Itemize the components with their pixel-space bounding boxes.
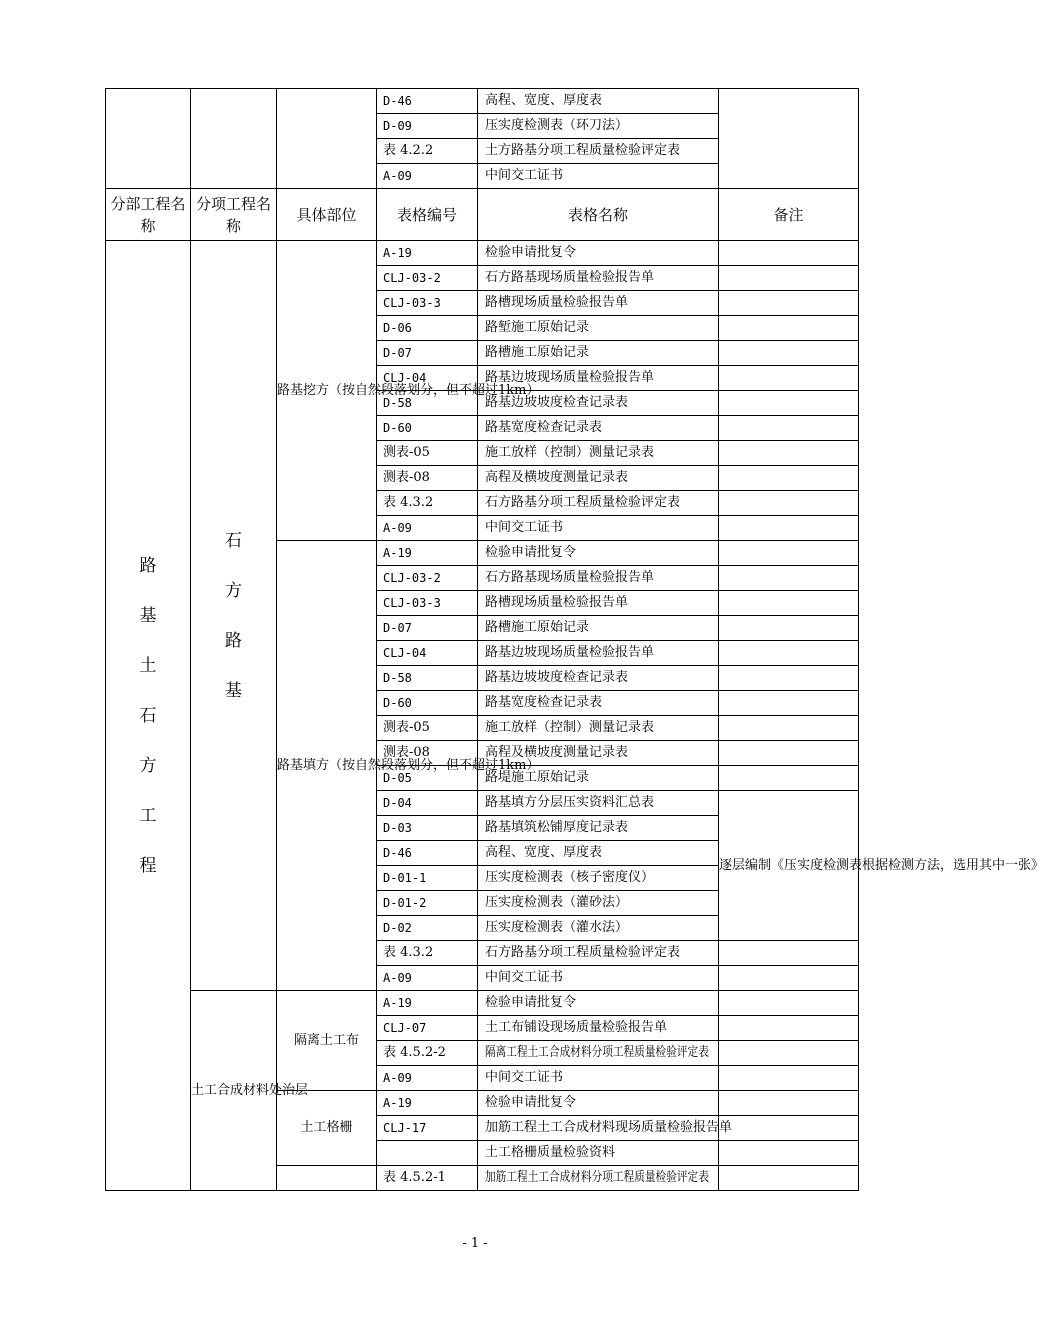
- remark-empty: [719, 691, 859, 716]
- form-name-text: 加筋工程土工合成材料分项工程质量检验评定表: [485, 1170, 709, 1185]
- form-name: 施工放样（控制）测量记录表: [478, 716, 719, 741]
- form-code: D-09: [377, 114, 478, 139]
- remark-empty: [719, 416, 859, 441]
- form-code: A-19: [377, 991, 478, 1016]
- remark-empty: [719, 1041, 859, 1066]
- table-row: [106, 241, 859, 266]
- form-name: 路基填筑松铺厚度记录表: [478, 816, 719, 841]
- form-name: 路基边坡坡度检查记录表: [478, 391, 719, 416]
- form-name: 高程、宽度、厚度表: [478, 89, 719, 114]
- table-body: [106, 89, 1044, 1191]
- form-code: D-07: [377, 341, 478, 366]
- form-code: D-46: [377, 89, 478, 114]
- form-name: 高程及横坡度测量记录表: [478, 741, 719, 766]
- form-code: D-03: [377, 816, 478, 841]
- form-name: [478, 1041, 719, 1066]
- remark-empty: [719, 491, 859, 516]
- form-name: 中间交工证书: [478, 516, 719, 541]
- remark-empty: [719, 516, 859, 541]
- subitem-name-char: 路: [225, 630, 242, 651]
- form-name: 检验申请批复令: [478, 991, 719, 1016]
- table-row: [106, 89, 859, 114]
- form-code: CLJ-17: [377, 1116, 478, 1141]
- subitem-name-char: 石: [225, 530, 242, 551]
- remark-empty: [719, 591, 859, 616]
- form-code: D-01-2: [377, 891, 478, 916]
- division-name: [106, 241, 191, 1191]
- form-name: 压实度检测表（环刀法）: [478, 114, 719, 139]
- form-code: 测表-05: [377, 716, 478, 741]
- form-name: 石方路基分项工程质量检验评定表: [478, 491, 719, 516]
- remark-empty: [719, 966, 859, 991]
- form-code: A-09: [377, 516, 478, 541]
- division-name-char: 石: [139, 705, 157, 726]
- division-name-char: 土: [139, 655, 157, 676]
- remark-cont: [719, 89, 859, 189]
- remark-empty: [719, 341, 859, 366]
- form-name: 压实度检测表（核子密度仪）: [478, 866, 719, 891]
- form-code: CLJ-07: [377, 1016, 478, 1041]
- division-cont: [106, 89, 191, 189]
- part-geogrid-cont: [277, 1166, 377, 1191]
- form-name: 高程、宽度、厚度表: [478, 841, 719, 866]
- form-name: 土工布铺设现场质量检验报告单: [478, 1016, 719, 1041]
- header-col1: 分部工程名称: [106, 189, 191, 241]
- remark-empty: [719, 441, 859, 466]
- subitem-name-char: 方: [225, 580, 242, 601]
- remark-empty: [719, 941, 859, 966]
- remark-empty: [719, 391, 859, 416]
- form-code: 表 4.5.2-2: [377, 1041, 478, 1066]
- remark-empty: [719, 1091, 859, 1116]
- form-name: 中间交工证书: [478, 1066, 719, 1091]
- division-name-char: 工: [139, 805, 157, 826]
- form-code: 表 4.5.2-1: [377, 1166, 478, 1191]
- form-code: A-09: [377, 1066, 478, 1091]
- form-code: 测表-05: [377, 441, 478, 466]
- remark-empty: [719, 291, 859, 316]
- division-name-char: 基: [139, 605, 157, 626]
- remark-empty: [719, 541, 859, 566]
- header-row: [106, 189, 859, 241]
- form-name: 石方路基分项工程质量检验评定表: [478, 941, 719, 966]
- remark-empty: [719, 716, 859, 741]
- remark-empty: [719, 766, 859, 791]
- form-name: 路基填方分层压实资料汇总表: [478, 791, 719, 816]
- division-name-char: 路: [139, 555, 157, 576]
- header-col2: 分项工程名 称: [191, 189, 277, 241]
- form-code: D-46: [377, 841, 478, 866]
- form-name: 路槽现场质量检验报告单: [478, 291, 719, 316]
- remark-empty: [719, 241, 859, 266]
- header-col6: 备注: [719, 189, 859, 241]
- form-code: CLJ-03-3: [377, 591, 478, 616]
- subitem-cont: [191, 89, 277, 189]
- form-name: 检验申请批复令: [478, 241, 719, 266]
- inspection-form-table: [105, 88, 1044, 1191]
- form-name: 路基边坡坡度检查记录表: [478, 666, 719, 691]
- form-code: 表 4.3.2: [377, 941, 478, 966]
- form-code: CLJ-04: [377, 366, 478, 391]
- division-name-char: 程: [139, 855, 157, 876]
- remark-empty: [719, 641, 859, 666]
- form-name: 土方路基分项工程质量检验评定表: [478, 139, 719, 164]
- part-fill: 路基填方（按自然段落划分，但不超过1km）: [277, 541, 377, 991]
- form-name-text: 隔离工程土工合成材料分项工程质量检验评定表: [485, 1045, 709, 1060]
- form-name: 路槽施工原始记录: [478, 341, 719, 366]
- form-code: D-06: [377, 316, 478, 341]
- header-col4: 表格编号: [377, 189, 478, 241]
- remark-empty: [719, 1066, 859, 1091]
- form-name: 压实度检测表（灌水法）: [478, 916, 719, 941]
- form-name: 检验申请批复令: [478, 1091, 719, 1116]
- remark-empty: [719, 991, 859, 1016]
- remark-empty: [719, 741, 859, 766]
- form-code: A-19: [377, 541, 478, 566]
- form-name: 检验申请批复令: [478, 541, 719, 566]
- form-name: 路槽现场质量检验报告单: [478, 591, 719, 616]
- form-code: D-58: [377, 391, 478, 416]
- form-code: D-58: [377, 666, 478, 691]
- form-name: 路堑施工原始记录: [478, 316, 719, 341]
- form-name: 石方路基现场质量检验报告单: [478, 266, 719, 291]
- form-name: 加筋工程土工合成材料现场质量检验报告单: [478, 1116, 719, 1141]
- remark-empty: [719, 266, 859, 291]
- remark-empty: [719, 616, 859, 641]
- form-name: 压实度检测表（灌砂法）: [478, 891, 719, 916]
- form-code: 表 4.3.2: [377, 491, 478, 516]
- remark-empty: [719, 366, 859, 391]
- subitem-geosynthetic: 土工合成材料处治层: [191, 991, 277, 1191]
- part-cont: [277, 89, 377, 189]
- form-code: 测表-08: [377, 741, 478, 766]
- form-name: 路槽施工原始记录: [478, 616, 719, 641]
- remark-empty: [719, 1141, 859, 1166]
- remark-empty: [719, 1166, 859, 1191]
- form-code: A-09: [377, 966, 478, 991]
- form-name: 中间交工证书: [478, 966, 719, 991]
- form-code: CLJ-03-3: [377, 291, 478, 316]
- remark-empty: [719, 1116, 859, 1141]
- remark-empty: [719, 666, 859, 691]
- form-code: D-05: [377, 766, 478, 791]
- form-code: D-07: [377, 616, 478, 641]
- part-geogrid: 土工格栅: [277, 1091, 377, 1166]
- form-name: 土工格栅质量检验资料: [478, 1141, 719, 1166]
- form-code: D-60: [377, 416, 478, 441]
- form-code: 表 4.2.2: [377, 139, 478, 164]
- form-name: 中间交工证书: [478, 164, 719, 189]
- form-code: CLJ-03-2: [377, 266, 478, 291]
- header-col5: 表格名称: [478, 189, 719, 241]
- form-code: [377, 1141, 478, 1166]
- form-code: D-60: [377, 691, 478, 716]
- remark-compaction: 逐层编制《压实度检测表根据检测方法，选用其中一张》: [719, 791, 859, 941]
- division-name-char: 方: [139, 755, 157, 776]
- form-name: 路基宽度检查记录表: [478, 691, 719, 716]
- form-name: 路基边坡现场质量检验报告单: [478, 641, 719, 666]
- remark-empty: [719, 316, 859, 341]
- form-name: 高程及横坡度测量记录表: [478, 466, 719, 491]
- subitem-name: [191, 241, 277, 991]
- remark-empty: [719, 1016, 859, 1041]
- form-code: D-02: [377, 916, 478, 941]
- form-code: A-19: [377, 1091, 478, 1116]
- form-name: 路基边坡现场质量检验报告单: [478, 366, 719, 391]
- form-name: 石方路基现场质量检验报告单: [478, 566, 719, 591]
- form-code: D-04: [377, 791, 478, 816]
- header-col3: 具体部位: [277, 189, 377, 241]
- form-name: [478, 1166, 719, 1191]
- form-name: 路堤施工原始记录: [478, 766, 719, 791]
- part-excavation: 路基挖方（按自然段落划分，但不超过1km）: [277, 241, 377, 541]
- form-code: CLJ-04: [377, 641, 478, 666]
- form-code: A-19: [377, 241, 478, 266]
- remark-empty: [719, 566, 859, 591]
- form-code: A-09: [377, 164, 478, 189]
- form-code: CLJ-03-2: [377, 566, 478, 591]
- form-name: 路基宽度检查记录表: [478, 416, 719, 441]
- subitem-name-char: 基: [225, 680, 242, 701]
- form-name: 施工放样（控制）测量记录表: [478, 441, 719, 466]
- page-number: - 1 -: [462, 1236, 488, 1251]
- table-row: [106, 991, 859, 1016]
- form-code: 测表-08: [377, 466, 478, 491]
- part-geotextile: 隔离土工布: [277, 991, 377, 1091]
- remark-empty: [719, 466, 859, 491]
- form-code: D-01-1: [377, 866, 478, 891]
